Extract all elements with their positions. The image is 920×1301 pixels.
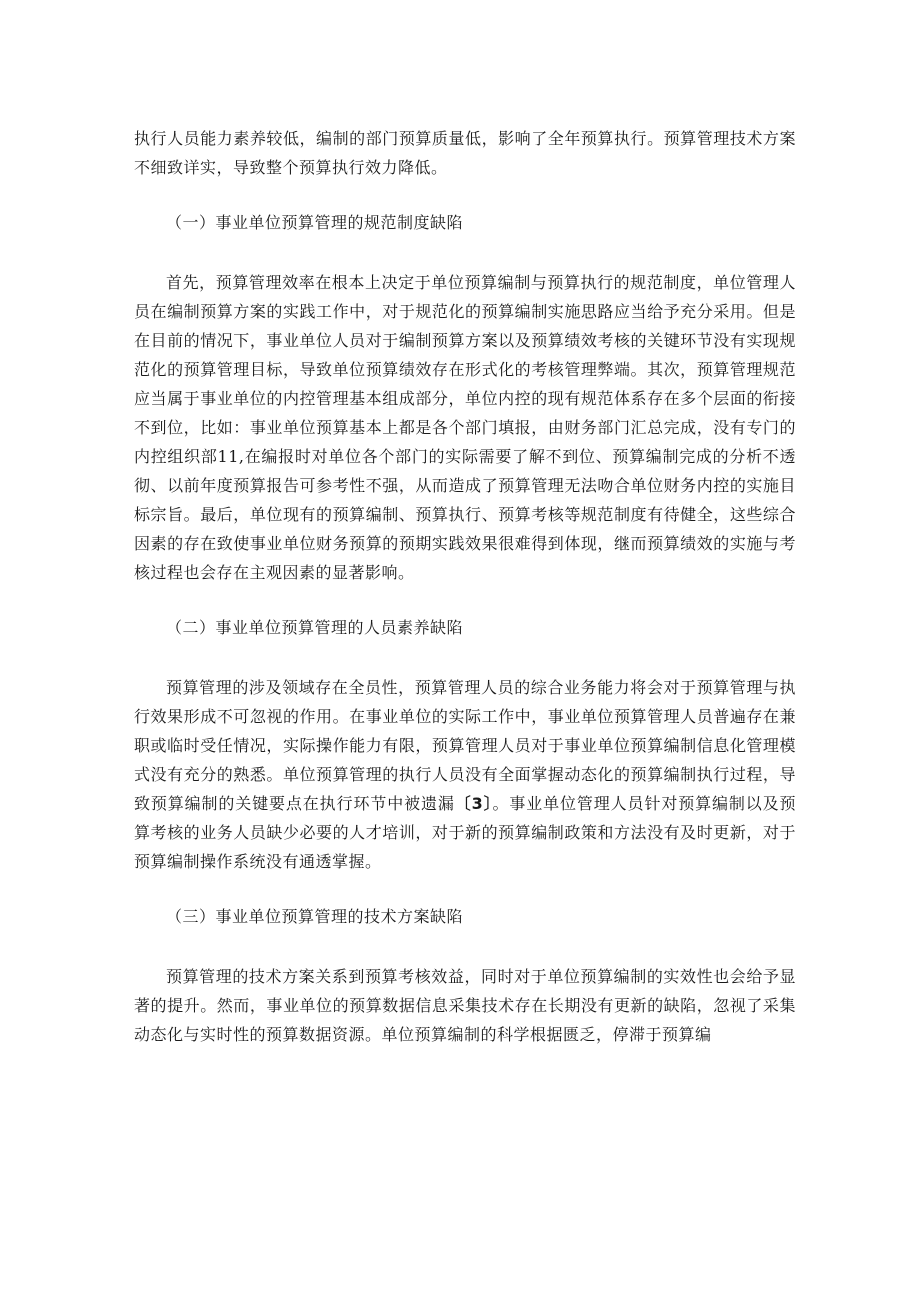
paragraph-personnel-defects [134, 673, 796, 876]
spacer [134, 587, 796, 613]
paragraph-technical-defects: 预算管理的技术方案关系到预算考核效益，同时对于单位预算编制的实效性也会给予显著的提升。然而，事业单位的预算数据信息采集技术存在长期没有更新的缺陷，忽视了采集动态化与实时性的预算数据资源。单位预算编制的科学根据匮乏，停滞于预算编 [134, 967, 796, 1044]
paragraph-text: 。事业单位管理人员针对预算编制以及预算考核的业务人员缺少必要的人才培训，对于新的预算编制政策和方法没有及时更新，对于预算编制操作系统没有通透掌握。 [134, 794, 796, 871]
spacer [134, 876, 796, 902]
paragraph-regulation-defects: 首先，预算管理效率在根本上决定于单位预算编制与预算执行的规范制度，单位管理人员在编制预算方案的实践工作中，对于规范化的预算编制实施思路应当给予充分采用。但是在目前的情况下，事业单位人员对于编制预算方案以及预算绩效考核的关键环节没有实现规范化的预算管理目标，导致单位预算绩效存在形式化的考核管理弊端。其次，预算管理规范应当属于事业单位的内控管理基本组成部分，单位内控的现有规范体系存在多个层面的衔接不到位，比如：事业单位预算基本上都是各个部门填报，由财务部门汇总完成，没有专门的内控组织部11,在编报时对单位各个部门的实际需要了解不到位、预算编制完成的分析不透彻、以前年度预算报告可参考性不强，从而造成了预算管理无法吻合单位财务内控的实施目标宗旨。最后，单位现有的预算编制、预算执行、预算考核等规范制度有待健全，这些综合因素的存在致使事业单位财务预算的预期实践效果很难得到体现，继而预算绩效的实施与考核过程也会存在主观因素的显著影响。 [134, 273, 796, 582]
citation-reference: 〔3〕 [454, 794, 493, 813]
paragraph-text: 预算管理的涉及领域存在全员性，预算管理人员的综合业务能力将会对于预算管理与执行效果形成不可忽视的作用。在事业单位的实际工作中，事业单位预算管理人员普遍存在兼职或临时受任情况，实际操作能力有限，预算管理人员对于事业单位预算编制信息化管理模式没有充分的熟悉。单位预算管理的执行人员没有全面掌握动态化的预算编制执行过程，导致预算编制的关键要点在执行环节中被遗漏 [134, 678, 796, 813]
document-page [134, 124, 796, 1049]
section-heading-1: （一）事业单位预算管理的规范制度缺陷 [166, 213, 464, 232]
spacer [134, 931, 796, 962]
paragraph-continued: 执行人员能力素养较低，编制的部门预算质量低，影响了全年预算执行。预算管理技术方案不细致详实，导致整个预算执行效力降低。 [134, 129, 796, 177]
spacer [134, 182, 796, 208]
section-heading-2: （二）事业单位预算管理的人员素养缺陷 [166, 618, 464, 637]
section-heading-3: （三）事业单位预算管理的技术方案缺陷 [166, 907, 464, 926]
spacer [134, 237, 796, 268]
spacer [134, 642, 796, 673]
